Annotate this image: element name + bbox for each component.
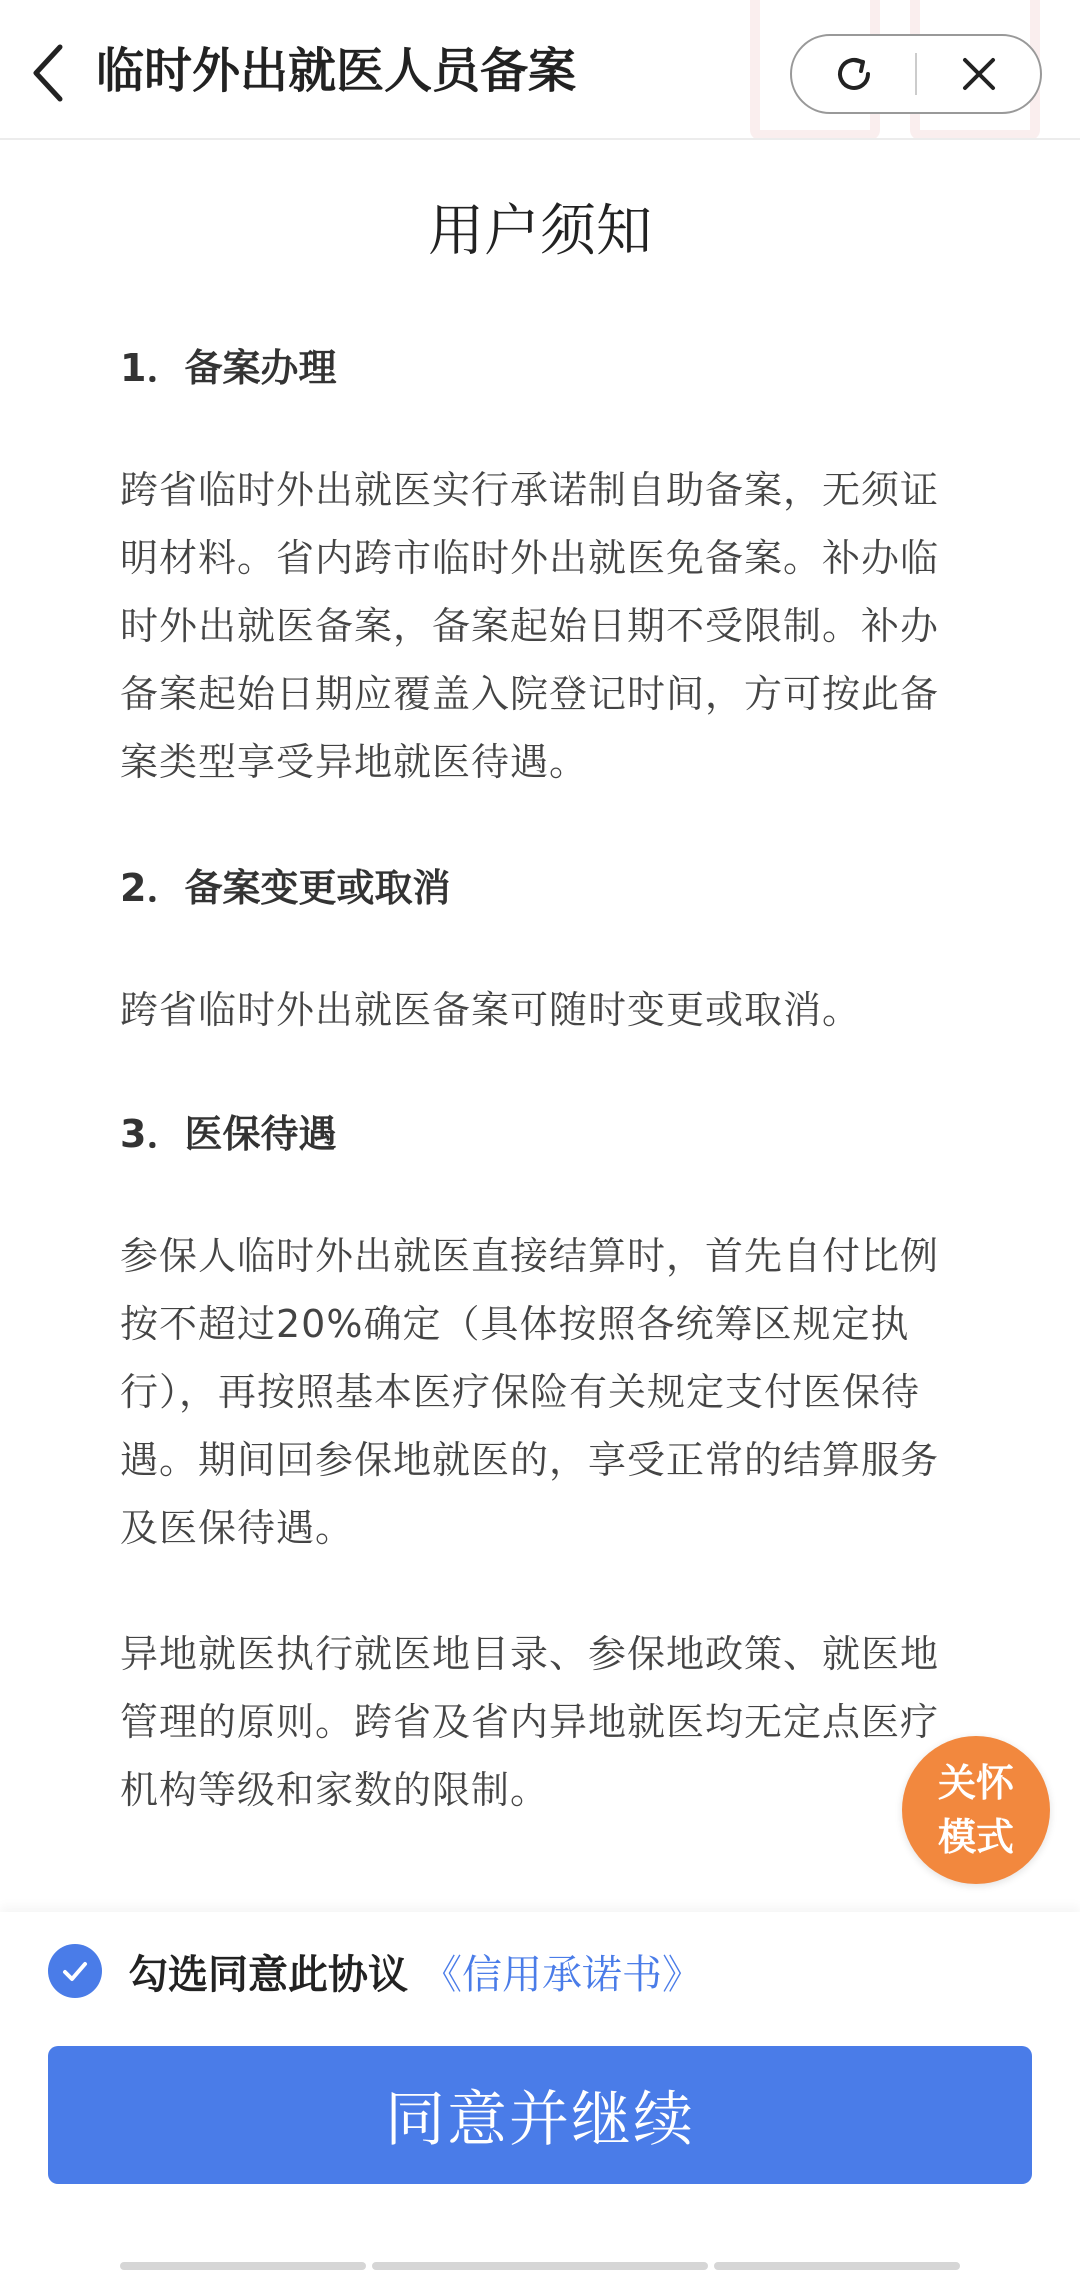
agreement-label: 勾选同意此协议 [128, 1951, 408, 1998]
agree-continue-button[interactable]: 同意并继续 [48, 2046, 1032, 2184]
back-button[interactable] [16, 38, 80, 108]
section-heading: 2．备案变更或取消 [120, 866, 451, 910]
section-heading: 3．医保待遇 [120, 1112, 337, 1156]
section-paragraph: 跨省临时外出就医备案可随时变更或取消。 [120, 988, 862, 1032]
close-icon [959, 54, 999, 94]
section-heading: 1．备案办理 [120, 346, 337, 390]
mini-program-capsule [790, 34, 1042, 114]
care-mode-label-line2: 模式 [937, 1815, 1014, 1859]
bottom-indicator-bar [714, 2262, 960, 2270]
refresh-icon [832, 52, 876, 96]
close-button[interactable] [917, 36, 1040, 112]
agreement-row [48, 1930, 702, 2012]
title-bar [0, 0, 1080, 140]
notice-title: 用户须知 [428, 199, 652, 264]
check-icon [59, 1955, 91, 1987]
bottom-indicator-bar [120, 2262, 366, 2270]
bottom-indicator-bar [372, 2262, 708, 2270]
page-title: 临时外出就医人员备案 [96, 43, 577, 99]
care-mode-label-line1: 关怀 [937, 1761, 1014, 1805]
section-paragraph: 异地就医执行就医地目录、参保地政策、就医地管理的原则。跨省及省内异地就医均无定点医疗机构等级和家数的限制。 [120, 1632, 940, 1812]
section-paragraph: 参保人临时外出就医直接结算时，首先自付比例按不超过20%确定（具体按照各统筹区规定执行），再按照基本医疗保险有关规定支付医保待遇。期间回参保地就医的，享受正常的结算服务及医保待遇。 [120, 1234, 940, 1550]
agreement-checkbox[interactable] [48, 1944, 102, 1998]
notice-content [0, 140, 1080, 1912]
chevron-left-icon [28, 43, 68, 103]
refresh-button[interactable] [792, 36, 915, 112]
credit-commitment-link[interactable]: 《信用承诺书》 [422, 1951, 702, 1998]
bottom-action-bar [0, 1912, 1080, 2276]
section-paragraph: 跨省临时外出就医实行承诺制自助备案，无须证明材料。省内跨市临时外出就医免备案。补办临时外出就医备案，备案起始日期不受限制。补办备案起始日期应覆盖入院登记时间，方可按此备案类型享受异地就医待遇。 [120, 468, 940, 784]
care-mode-button[interactable] [902, 1736, 1050, 1884]
